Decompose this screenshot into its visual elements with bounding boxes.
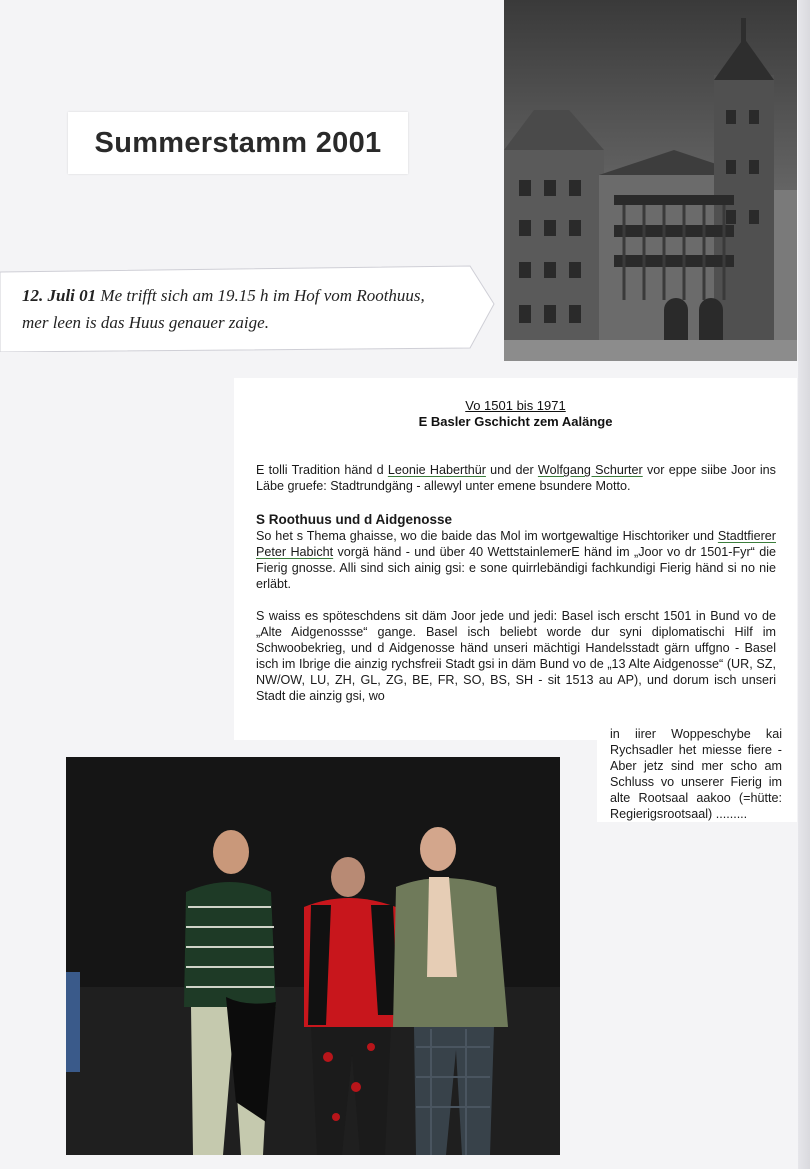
townhall-photo — [504, 0, 797, 361]
group-image — [66, 757, 560, 1155]
note-text — [22, 282, 482, 336]
name-wolfgang: Wolfgang Schurter — [537, 463, 643, 477]
article-heading-title: E Basler Gschicht zem Aalänge — [418, 414, 613, 429]
article-paragraph-1 — [256, 462, 776, 494]
name-leonie: Leonie Haberthür — [387, 463, 486, 477]
note-line2: mer leen is das Huus genauer zaige. — [22, 313, 269, 332]
note-date: 12. Juli 01 — [22, 286, 97, 305]
article-paragraph-2 — [256, 512, 776, 592]
page-edge — [798, 0, 810, 1169]
p3-text: S waiss es spöteschdens sit däm Joor jede und jedi: Basel isch erscht 1501 in Bund vo de „Alte Aidgenossse“ gange. Basel isch beliebt worde dur syni diplomatischi Hilf im Schwoobekrieg, und d Aidgenosse händ unseri mächtigi Handelsstadt gärn uffgno - Basel isch im Ibrige die ainzig rychsfreii Stadt gsi in däm Bund vo de „13 Alte Aidgenosse“ (UR, SZ, NW/OW, LU, ZH, GL, ZG, BE, FR, SO, BS, SH - sit 1513 au AP), und dorum isch unseri Stadt die ainzig gsi, wo — [256, 609, 776, 703]
p1-end: vor eppe siibe Joor ins Läbe gruefe: Stadtrundgäng - allewyl unter emene bsundere Motto. — [256, 463, 776, 493]
p2-start: So het s Thema ghaisse, wo die baide das Mol im wortgewaltige Hischtoriker und — [256, 529, 718, 543]
title-label — [68, 112, 408, 174]
p2-end: vorgä händ - und über 40 WettstainlemerE händ im „Joor vo dr 1501-Fyr“ die Fierig gnosse. Alli sind sich ainig gsi: e sone quirrlebändigi fachkundigi Fierig händ si no nie erläbt. — [256, 545, 776, 591]
arrow-note — [0, 264, 495, 352]
article-card — [234, 378, 797, 740]
article-paragraph-3 — [256, 608, 776, 704]
section-title: S Roothuus und d Aidgenosse — [256, 512, 452, 527]
article-card-tail — [597, 727, 797, 822]
page-title: Summerstamm 2001 — [94, 126, 382, 159]
name-peter: Stadtfierer Peter Habicht — [256, 529, 776, 559]
article-heading-years: Vo 1501 bis 1971 — [465, 398, 566, 413]
note-line1: Me trifft sich am 19.15 h im Hof vom Roothuus, — [100, 286, 425, 305]
townhall-image — [504, 0, 797, 361]
p1-mid: und der — [485, 463, 538, 477]
p1-start: E tolli Tradition händ d — [256, 463, 388, 477]
group-photo — [66, 757, 560, 1155]
article-paragraph-3-tail: in iirer Woppeschybe kai Rychsadler het miesse fiere - Aber jetz sind mer scho am Schluss vo unserer Fierig im alte Rootsaal aakoo (=hütte: Regierigsrootsaal) ......... — [610, 727, 782, 821]
